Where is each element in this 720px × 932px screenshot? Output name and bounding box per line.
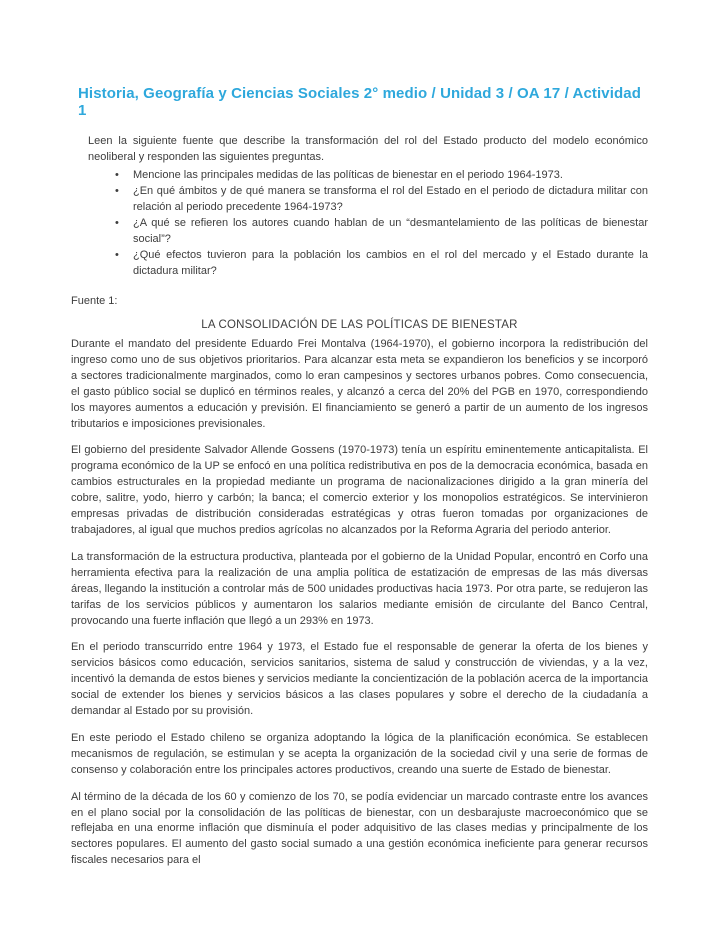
instructions-intro: Leen la siguiente fuente que describe la transformación del rol del Estado producto del modelo económico neoliberal y responden las siguientes preguntas. [88,135,648,163]
source-paragraph: En el periodo transcurrido entre 1964 y 1973, el Estado fue el responsable de generar la oferta de los bienes y servicios básicos como educación, servicios sanitarios, sistema de salud y construcción de viviendas, y a la vez, incentivó la demanda de estos bienes y servicios mediante la concientización de la población acerca de la importancia social de extender los bienes y servicios básicos a las clases populares y sobre el derecho de la ciudadanía a demandar al Estado por su provisión. [71,641,648,718]
bullet-icon: • [115,185,119,197]
question-text: ¿A qué se refieren los autores cuando hablan de un “desmantelamiento de las políticas de bienestar social”? [133,217,648,245]
list-item [115,247,648,279]
list-item [115,215,648,247]
list-item [115,183,648,215]
page-title: Historia, Geografía y Ciencias Sociales 2° medio / Unidad 3 / OA 17 / Actividad 1 [78,85,641,119]
source-paragraph: Durante el mandato del presidente Eduardo Frei Montalva (1964-1970), el gobierno incorpora la redistribución del ingreso como uno de sus objetivos prioritarios. Para alcanzar esta meta se expandieron los beneficios y se incorporó a sectores tradicionalmente marginados, como lo eran campesinos y sectores urbanos pobres. Como consecuencia, el gasto público social se duplicó en términos reales, y alcanzó a cerca del 20% del PGB en 1970, correspondiendo los mayores aumentos a educación y previsión. El financiamiento se generó a partir de un aumento de los ingresos tributarios e imposiciones previsionales. [71,338,648,430]
source-paragraph: La transformación de la estructura productiva, planteada por el gobierno de la Unidad Popular, encontró en Corfo una herramienta efectiva para la realización de una amplia política de estatización de empresas de las más diversas áreas, llegando la institución a controlar más de 500 unidades productivas hacia 1973. Por otra parte, se redujeron las tarifas de los servicios públicos y aumentaron los salarios mediante emisión de circulante del Banco Central, provocando una fuerte inflación que llegó a un 293% en 1973. [71,550,648,627]
source-heading: LA CONSOLIDACIÓN DE LAS POLÍTICAS DE BIENESTAR [201,319,518,331]
source-paragraph: El gobierno del presidente Salvador Allende Gossens (1970-1973) tenía un espíritu eminentemente anticapitalista. El programa económico de la UP se enfocó en una política redistributiva en pos de la democracia económica, basada en cambios estructurales en la propiedad mediante un programa de nacionalizaciones dirigido a la gran minería del cobre, salitre, yodo, hierro y carbón; la banca; el comercio exterior y los monopolios estratégicos. Se intervinieron empresas privadas de distribución consideradas estratégicas y otras fueron tomadas por organizaciones de trabajadores, al igual que muchos predios agrícolas no alcanzados por la Reforma Agraria del periodo anterior. [71,444,648,536]
list-item [115,167,648,183]
bullet-icon: • [115,249,119,261]
question-list [71,167,648,279]
source-label: Fuente 1: [71,295,118,307]
question-text: ¿En qué ámbitos y de qué manera se transforma el rol del Estado en el periodo de dictadura militar con relación al periodo precedente 1964-1973? [133,185,648,213]
bullet-icon: • [115,169,119,181]
bullet-icon: • [115,217,119,229]
question-text: ¿Qué efectos tuvieron para la población los cambios en el rol del mercado y el Estado durante la dictadura militar? [133,249,648,277]
question-text: Mencione las principales medidas de las políticas de bienestar en el periodo 1964-1973. [133,169,563,181]
source-paragraph: Al término de la década de los 60 y comienzo de los 70, se podía evidenciar un marcado contraste entre los avances en el plano social por la consolidación de las políticas de bienestar, con un desbarajuste macroeconómico que se reflejaba en una enorme inflación que disminuía el poder adquisitivo de las clases medias y principalmente de los sectores populares. El aumento del gasto social sumado a una gestión económica ineficiente para generar recursos fiscales necesarios para el [71,790,648,867]
source-paragraph: En este periodo el Estado chileno se organiza adoptando la lógica de la planificación económica. Se establecen mecanismos de regulación, se estimulan y se acepta la organización de la sociedad civil y una serie de formas de consenso y colaboración entre los principales actores productivos, creando una suerte de Estado de bienestar. [71,731,648,776]
